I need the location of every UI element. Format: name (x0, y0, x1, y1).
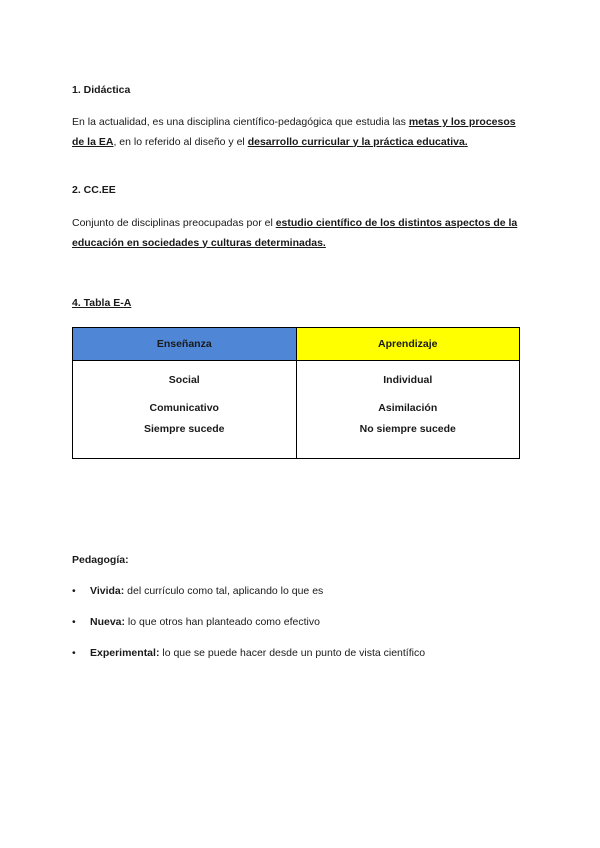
didactica-link-desarrollo: desarrollo curricular y la práctica educativa (247, 135, 465, 148)
didactica-text-c: . (464, 135, 468, 148)
table-header-row (73, 328, 520, 361)
list-item-term: Vivida: (90, 585, 125, 597)
list-item-term: Nueva: (90, 616, 126, 628)
didactica-link-metas: metas y los procesos de la EA (72, 116, 516, 148)
table-row (73, 423, 520, 459)
ccee-text-a: Conjunto de disciplinas preocupadas por el (72, 217, 276, 229)
list-item-text: lo que otros han planteado como efectivo (125, 616, 320, 628)
didactica-paragraph (72, 113, 522, 152)
table-cell: Asimilación (296, 392, 519, 423)
table-cell: Comunicativo (73, 392, 297, 423)
ensenanza-aprendizaje-table (72, 327, 520, 459)
table-row (73, 392, 520, 423)
header-ensenanza: Enseñanza (73, 328, 297, 361)
didactica-text-b: , en lo referido al diseño y el (113, 135, 248, 148)
didactica-text-a: En la actualidad, es una disciplina científico-pedagógica que estudia las (72, 116, 409, 128)
list-item-text: del currículo como tal, aplicando lo que es (124, 585, 324, 597)
section-heading-ccee: 2. CC.EE (72, 184, 116, 196)
section-heading-didactica: 1. Didáctica (72, 84, 131, 96)
header-aprendizaje: Aprendizaje (296, 328, 519, 361)
table-cell: Siempre sucede (73, 423, 297, 459)
bullet-icon: • (72, 616, 76, 628)
table-row (73, 361, 520, 393)
table-cell: Social (73, 361, 297, 393)
table-cell: No siempre sucede (296, 423, 519, 459)
ccee-link-estudio: estudio científico de los distintos aspectos de la educación en sociedades y culturas determinadas. (72, 217, 518, 249)
bullet-icon: • (72, 647, 76, 659)
section-heading-tabla: 4. Tabla E-A (72, 297, 132, 309)
ccee-paragraph (72, 214, 522, 253)
table-cell: Individual (296, 361, 519, 393)
section-heading-pedagogia: Pedagogía: (72, 554, 129, 566)
list-item-text: lo que se puede hacer desde un punto de vista científico (159, 647, 426, 659)
list-item-term: Experimental: (90, 647, 160, 659)
bullet-icon: • (72, 585, 76, 597)
